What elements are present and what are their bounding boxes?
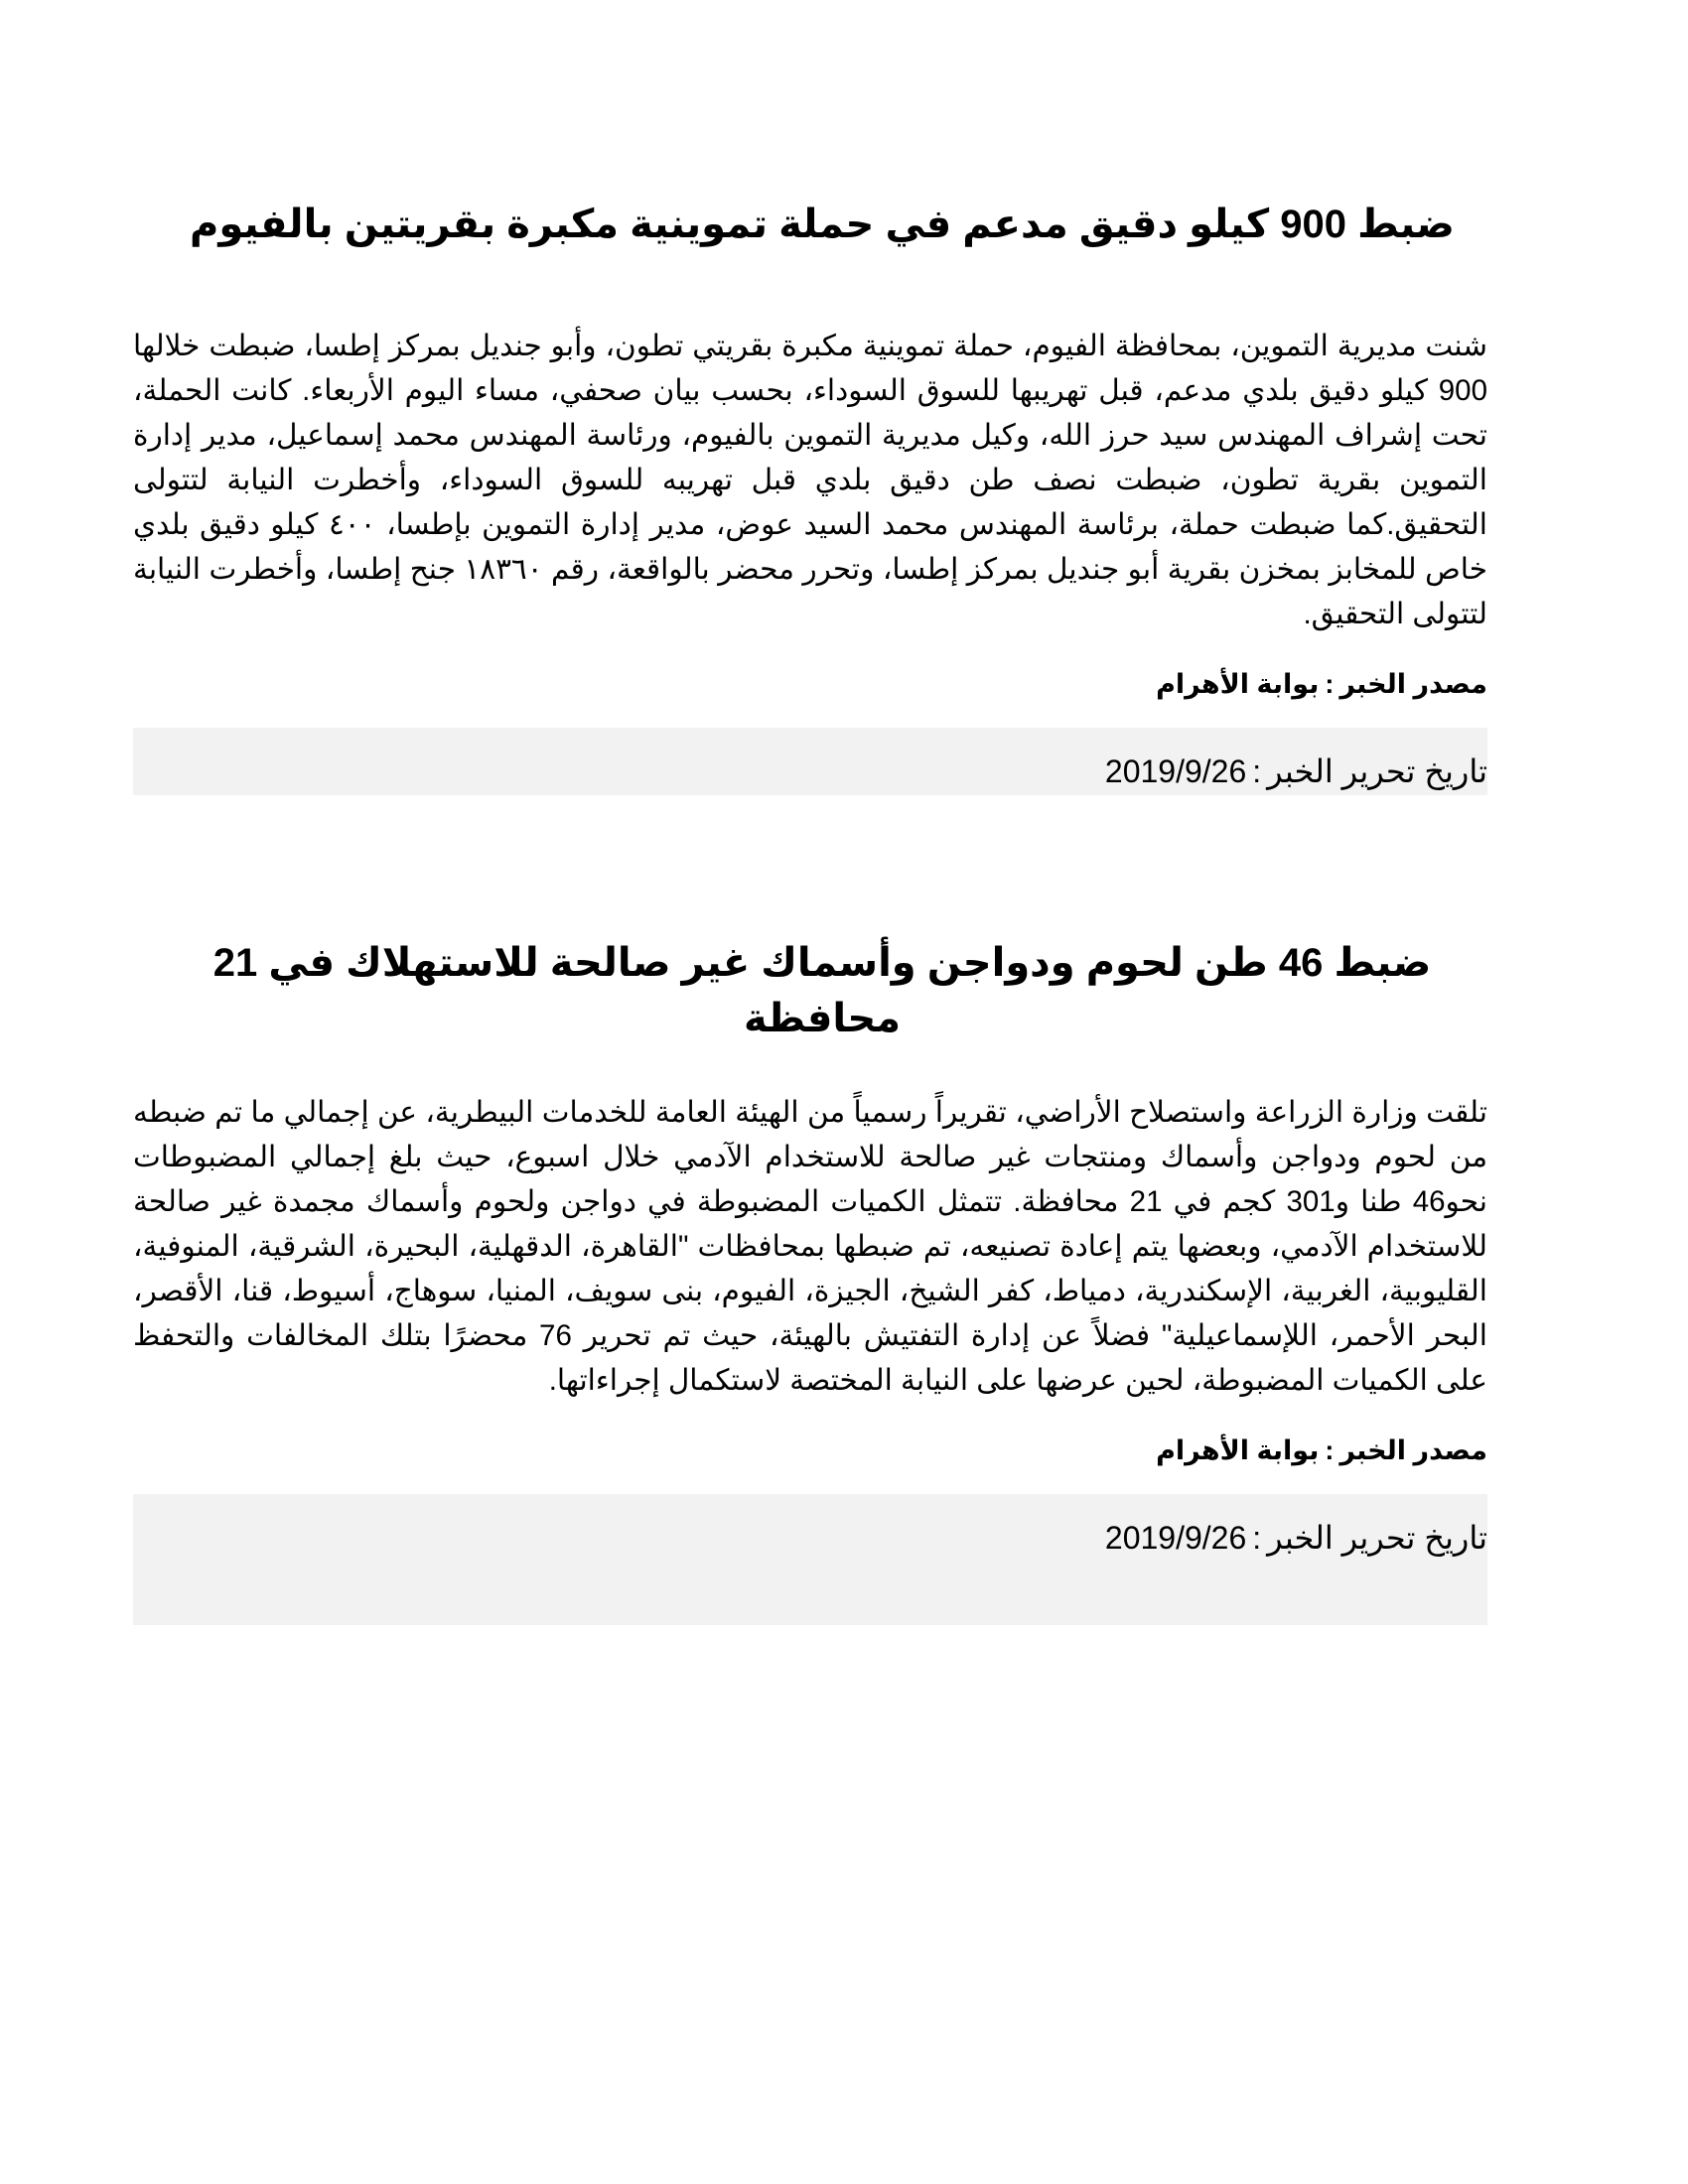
article-body: شنت مديرية التموين، بمحافظة الفيوم، حملة تموينية مكبرة بقريتي تطون، وأبو جنديل بمركز إطسا، ضبطت خلالها 900 كيلو دقيق بلدي مدعم، قبل تهريبها للسوق السوداء، بحسب بيان صحفي، مساء اليوم الأربعاء. كانت الحملة، تحت إشراف المهندس سيد حرز الله، وكيل مديرية التموين بالفيوم، ورئاسة المهندس محمد إسماعيل، مدير إدارة التموين بقرية تطون، ضبطت نصف طن دقيق بلدي قبل تهريبه للسوق السوداء، وأخطرت النيابة لتتولى التحقيق.كما ضبطت حملة، برئاسة المهندس محمد السيد عوض، مدير إدارة التموين بإطسا، ٤٠٠ كيلو دقيق بلدي خاص للمخابز بمخزن بقرية أبو جنديل بمركز إطسا، وتحرر محضر بالواقعة، رقم ١٨٣٦٠ جنح إطسا، وأخطرت النيابة لتتولى التحقيق. [133,330,1487,630]
article-headline: ضبط 46 طن لحوم ودواجن وأسماك غير صالحة للاستهلاك في 21 محافظة [212,941,1432,1040]
article-body: تلقت وزارة الزراعة واستصلاح الأراضي، تقريراً رسمياً من الهيئة العامة للخدمات البيطرية، عن إجمالي ما تم ضبطه من لحوم ودواجن وأسماك ومنتجات غير صالحة للاستخدام الآدمي خلال اسبوع، حيث بلغ إجمالي المضبوطات نحو46 طنا و301 كجم في 21 محافظة. تتمثل الكميات المضبوطة في دواجن ولحوم وأسماك مجمدة غير صالحة للاستخدام الآدمي، وبعضها يتم إعادة تصنيعه، تم ضبطها بمحافظات "القاهرة، الدقهلية، البحيرة، الشرقية، المنوفية، القليوبية، الغربية، الإسكندرية، دمياط، كفر الشيخ، الجيزة، الفيوم، بنى سويف، المنيا، سوهاج، أسيوط، قنا، الأقصر، البحر الأحمر، اللإسماعيلية" فضلاً عن إدارة التفتيش بالهيئة، حيث تم تحرير 76 محضرًا بتلك المخالفات والتحفظ على الكميات المضبوطة، لحين عرضها على النيابة المختصة لاستكمال إجراءاتها. [133,1096,1488,1397]
article-date-box [133,728,1487,795]
source-label: مصدر الخبر [1339,1435,1487,1465]
news-article [133,197,1487,795]
source-label: مصدر الخبر [1339,669,1487,699]
source-separator: : [1325,669,1335,699]
source-value: بوابة الأهرام [1156,1435,1320,1465]
article-date-box [133,1494,1487,1625]
date-label: تاريخ تحرير الخبر [1267,1520,1487,1556]
date-separator: : [1252,1520,1262,1556]
date-value: 2019/9/26 [1104,753,1247,789]
date-label: تاريخ تحرير الخبر [1267,753,1487,789]
news-article [133,935,1487,1625]
article-source [133,1431,1487,1470]
source-separator: : [1325,1435,1335,1465]
date-value: 2019/9/26 [1104,1520,1247,1556]
article-source [133,664,1487,704]
date-separator: : [1252,753,1262,789]
source-value: بوابة الأهرام [1156,669,1320,699]
article-headline: ضبط 900 كيلو دقيق مدعم في حملة تموينية مكبرة بقريتين بالفيوم [190,203,1455,246]
